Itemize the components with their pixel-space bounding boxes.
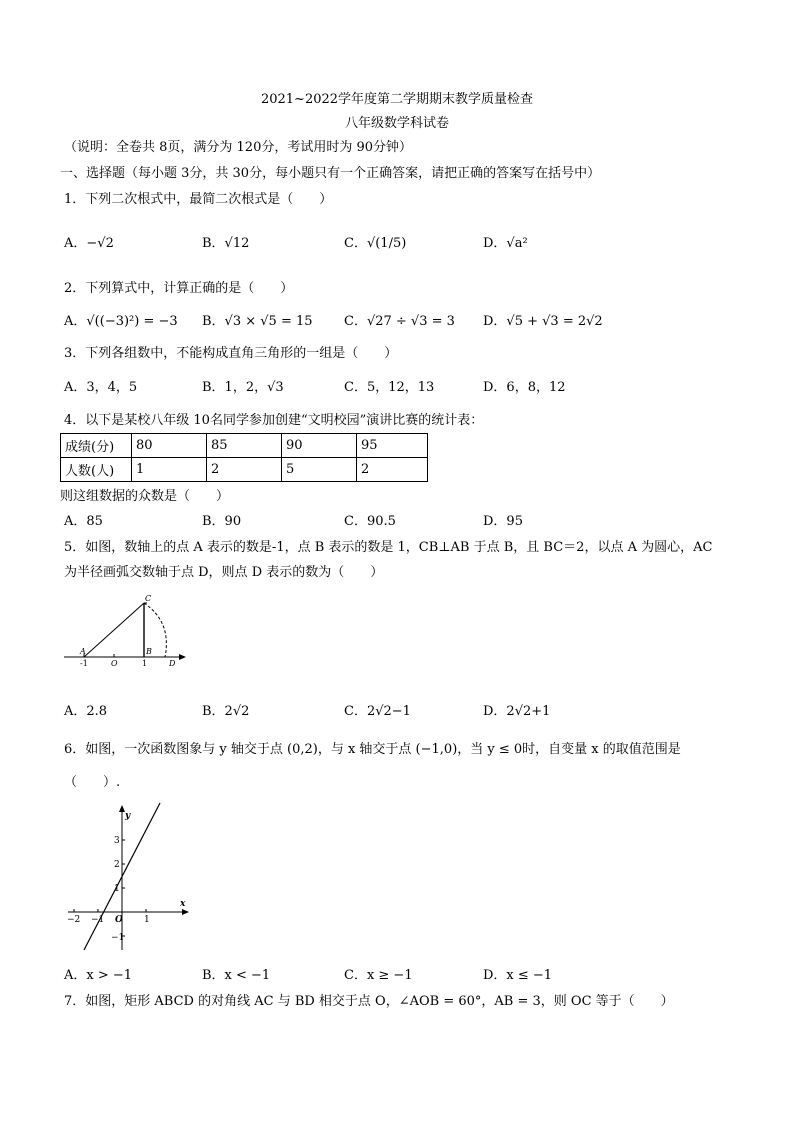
q6-stem-line1: 6．如图，一次函数图象与 y 轴交于点 (0,2)，与 x 轴交于点 (−1,0)，当 y ≤ 0时，自变量 x 的取值范围是	[64, 742, 681, 757]
q3-option-c: C．5，12，13	[344, 380, 435, 395]
tick-y3: 3	[114, 836, 120, 846]
q7-stem: 7．如图，矩形 ABCD 的对角线 AC 与 BD 相交于点 O，∠AOB = 60°，AB = 3，则 OC 等于（ ）	[64, 994, 674, 1009]
tick-xm1: −1	[91, 915, 105, 925]
q2-option-a: A．√((−3)²) = −3	[64, 314, 178, 329]
q4-stats-table	[60, 433, 428, 482]
label-D: D	[169, 659, 176, 668]
table-row	[61, 458, 428, 482]
table-cell: 95	[357, 434, 428, 458]
table-cell: 成绩(分)	[61, 434, 132, 458]
q1-stem: 1．下列二次根式中，最简二次根式是（ ）	[64, 192, 333, 207]
q3-option-a: A．3，4，5	[64, 380, 138, 395]
tick-one: 1	[142, 659, 148, 668]
section-heading: 一、选择题（每小题 3分，共 30分，每小题只有一个正确答案，请把正确的答案写在括号中）	[60, 166, 601, 181]
exam-title: 2021~2022学年度第二学期期末教学质量检查	[260, 92, 534, 107]
table-cell: 90	[282, 434, 357, 458]
tick-y2: 2	[114, 860, 120, 870]
q2-option-d: D．√5 + √3 = 2√2	[483, 314, 603, 329]
table-cell: 2	[207, 458, 282, 482]
q5-option-d: D．2√2+1	[483, 704, 551, 719]
tick-x1: 1	[144, 915, 150, 925]
q1-option-b: B．√12	[202, 236, 250, 251]
q3-option-b: B．1，2，√3	[202, 380, 284, 395]
q2-option-c: C．√27 ÷ √3 = 3	[344, 314, 455, 329]
table-cell: 1	[132, 458, 207, 482]
q1-option-a: A．−√2	[64, 236, 114, 251]
q2-stem: 2．下列算式中，计算正确的是（ ）	[64, 281, 294, 296]
q6-option-d: D．x ≤ −1	[483, 968, 553, 983]
table-cell: 5	[282, 458, 357, 482]
exam-subtitle: 八年级数学科试卷	[344, 116, 449, 131]
q4-option-d: D．95	[483, 514, 523, 529]
q5-stem-line2: 为半径画弧交数轴于点 D，则点 D 表示的数为（ ）	[64, 565, 384, 580]
q2-option-b: B．√3 × √5 = 15	[202, 314, 313, 329]
q4-option-b: B．90	[202, 514, 242, 529]
q3-stem: 3．下列各组数中，不能构成直角三角形的一组是（ ）	[64, 346, 398, 361]
axis-x-label: x	[180, 899, 186, 909]
table-cell: 80	[132, 434, 207, 458]
q6-function-graph	[62, 800, 202, 958]
table-row	[61, 434, 428, 458]
origin-label: O	[115, 915, 123, 925]
tick-neg1: -1	[80, 659, 88, 668]
q6-stem-line2: （ ）.	[64, 775, 121, 790]
label-A: A	[80, 647, 86, 656]
label-B: B	[146, 647, 152, 656]
q5-stem-line1: 5．如图，数轴上的点 A 表示的数是-1，点 B 表示的数是 1，CB⊥AB 于点 B，且 BC＝2，以点 A 为圆心，AC	[64, 540, 713, 555]
q6-option-b: B．x < −1	[202, 968, 271, 983]
q5-number-line-figure	[60, 590, 200, 676]
table-cell: 85	[207, 434, 282, 458]
q6-option-a: A．x > −1	[64, 968, 133, 983]
tick-ym1: −1	[111, 933, 125, 943]
q1-option-c: C．√(1/5)	[344, 236, 407, 251]
table-cell: 人数(人)	[61, 458, 132, 482]
axis-y-label: y	[125, 811, 131, 821]
q5-option-c: C．2√2−1	[344, 704, 411, 719]
q3-option-d: D．6，8，12	[483, 380, 566, 395]
q4-option-a: A．85	[64, 514, 103, 529]
q4-stem: 4．以下是某校八年级 10名同学参加创建“文明校园”演讲比赛的统计表：	[64, 413, 484, 428]
table-cell: 2	[357, 458, 428, 482]
q1-option-d: D．√a²	[483, 236, 528, 251]
q4-option-c: C．90.5	[344, 514, 396, 529]
q5-option-a: A．2.8	[64, 704, 108, 719]
label-C: C	[145, 594, 152, 603]
q4-question: 则这组数据的众数是（ ）	[60, 489, 230, 504]
exam-note: （说明：全卷共 8页，满分为 120分，考试用时为 90分钟）	[64, 140, 413, 155]
tick-xm2: −2	[67, 915, 81, 925]
tick-y1: 1	[114, 884, 120, 894]
q6-option-c: C．x ≥ −1	[344, 968, 413, 983]
tick-origin: O	[111, 659, 118, 668]
q5-option-b: B．2√2	[202, 704, 250, 719]
